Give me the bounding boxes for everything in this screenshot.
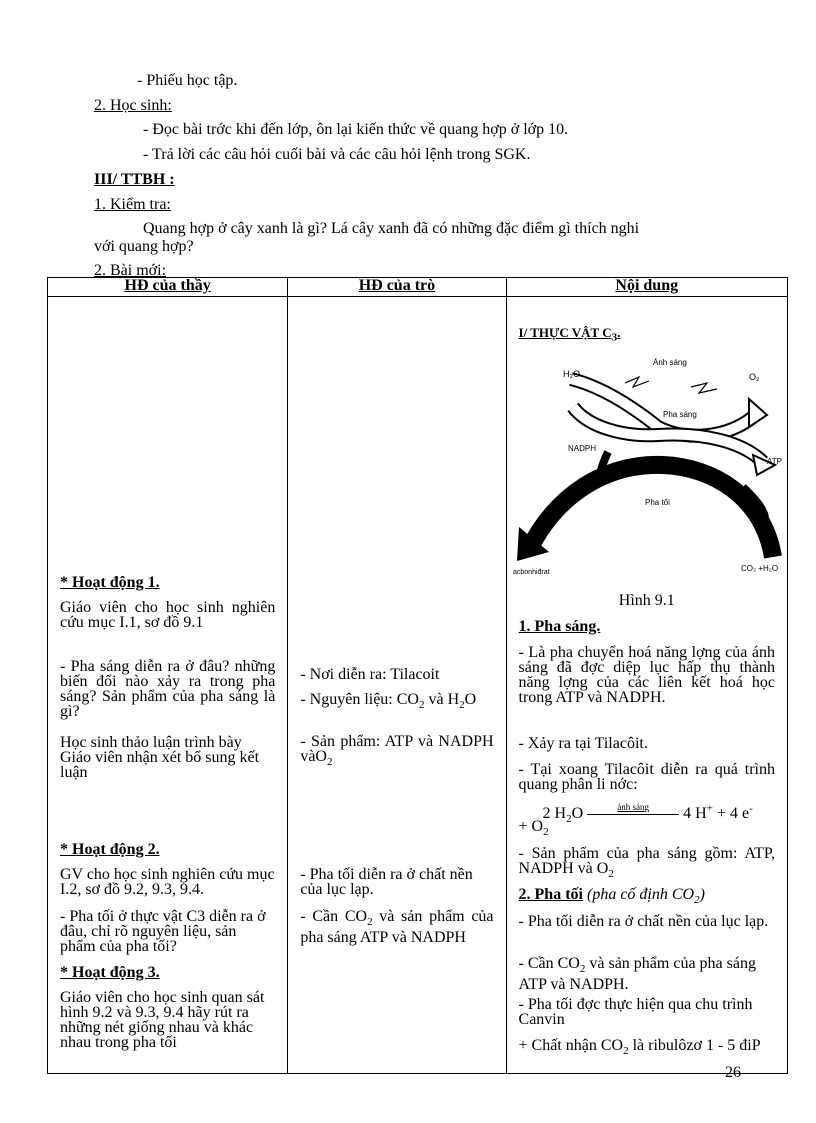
header-student: HĐ của trò — [288, 278, 506, 297]
check-question-1: Quang hợp ở cây xanh là gì? Lá cây xanh đã có những đặc điểm gì thích nghi — [143, 220, 640, 237]
activity-1-p1: Giáo viên cho học sinh nghiên cứu mục I.1, sơ đồ 9.1 — [60, 599, 276, 631]
label-light-phase: Pha sáng — [662, 410, 697, 419]
check-question-2: với quang hợp? — [94, 238, 194, 255]
preamble-student-heading: 2. Học sinh: — [94, 97, 172, 114]
table-body-row — [48, 297, 788, 1074]
activity-1-p2: - Pha sáng diễn ra ở đâu? những biến đổi nào xảy ra trong pha sáng? Sản phẩm của pha sáng là gì? — [60, 658, 276, 720]
light-phase-location: - Xảy ra tại Tilacôit. — [518, 735, 648, 752]
photosynthesis-diagram — [513, 347, 793, 575]
activity-3-title: * Hoạt động 3. — [60, 964, 160, 981]
preamble-line-3: - Đọc bài trớc khi đến lớp, ôn lại kiến thức về quang hợp ở lớp 10. — [143, 121, 569, 138]
label-o2: O₂ — [748, 372, 760, 382]
table-header-row — [48, 278, 788, 297]
section-c3-title: I/ THỰC VẬT $C_3$. — [518, 325, 621, 344]
o2-arrowhead — [749, 399, 767, 427]
activity-2-p1: GV cho học sinh nghiên cứu mục I.2, sơ đồ 9.2, 9.3, 9.4. — [60, 866, 275, 898]
photolysis-equation-o2: + $O_2$ — [518, 818, 549, 839]
label-atp: ATP — [766, 457, 782, 466]
label-carbohydrate: acbonhiđrat — [512, 569, 550, 575]
student-products: - Sản phẩm: ATP và NADPH vàO$_2$ — [300, 733, 494, 769]
label-h2o: H₂O — [562, 369, 580, 379]
dark-phase-arc — [533, 465, 773, 557]
student-materials: - Nguyên liệu: $CO_2$ và $H_2O$ — [300, 691, 477, 712]
activity-2-p2: - Pha tối ở thực vật C3 diễn ra ở đâu, chỉ rõ nguyên liệu, sản phẩm của pha tối? — [60, 908, 266, 955]
page-number: 26 — [725, 1064, 741, 1081]
label-nadph: NADPH — [567, 444, 596, 453]
content-column — [506, 297, 787, 1074]
lesson-table — [47, 277, 788, 1074]
dark-phase-acceptor: + Chất nhận $CO_2$ là ribulôzơ 1 - 5 điP — [518, 1037, 761, 1058]
dark-phase-location: - Pha tối diễn ra ở chất nền của lục lạp. — [518, 913, 769, 930]
label-co2-h2o: CO₂ +H₂O — [740, 564, 778, 573]
label-light: Ánh sáng — [652, 358, 687, 367]
section-heading-ttbh: III/ TTBH : — [94, 171, 175, 188]
new-lesson-heading: 2. Bài mới: — [94, 262, 167, 279]
header-content: Nội dung — [506, 278, 787, 297]
photolysis-equation: 2 $H_2O$ ánh sáng 4 H+ + 4 e- — [542, 802, 753, 826]
header-teacher: HĐ của thầy — [48, 278, 288, 297]
light-phase-heading: 1. Pha sáng. — [518, 618, 601, 635]
student-needs: - Cần $CO_2$ và sản phẩm của pha sáng ATP và NADPH — [300, 908, 494, 947]
student-location: - Nơi diễn ra: Tilacoit — [300, 666, 440, 683]
activity-2-title: * Hoạt động 2. — [60, 841, 160, 858]
dark-phase-heading: 2. Pha tối (pha cố định $CO_2$) — [518, 886, 705, 907]
student-dark-phase: - Pha tối diễn ra ở chất nền của lục lạp. — [300, 866, 473, 898]
light-zigzag-right — [691, 383, 717, 393]
light-phase-photolysis: - Tại xoang Tilacôit diễn ra quá trình quang phân li nớc: — [518, 761, 775, 793]
figure-caption: Hình 9.1 — [618, 592, 675, 609]
dark-phase-calvin: - Pha tối đợc thực hiện qua chu trình Canvin — [518, 996, 753, 1028]
light-phase-def: - Là pha chuyển hoá năng lợng của ánh sáng đã đợc diệp lục hấp thụ thành năng lợng của các liên kết hoá học trong ATP và NADPH. — [518, 644, 775, 706]
light-phase-products: - Sản phẩm của pha sáng gồm: ATP, NADPH và $O_2$ — [518, 845, 775, 881]
dark-phase-needs: - Cần $CO_2$ và sản phẩm của pha sáng ATP và NADPH. — [518, 955, 756, 994]
label-dark-phase: Pha tối — [644, 498, 670, 507]
teacher-column — [48, 297, 288, 1074]
light-zigzag-left — [625, 377, 649, 387]
activity-1-title: * Hoạt động 1. — [60, 574, 160, 591]
activity-1-p3: Học sinh thảo luận trình bày Giáo viên nhận xét bổ sung kết luận — [60, 734, 260, 781]
student-column — [288, 297, 506, 1074]
activity-3-p1: Giáo viên cho học sinh quan sát hình 9.2 và 9.3, 9.4 hãy rút ra những nét giống nhau và khác nhau trong pha tối — [60, 989, 265, 1051]
preamble-line-4: - Trả lời các câu hỏi cuối bài và các câu hỏi lệnh trong SGK. — [143, 146, 531, 163]
preamble-line-1: - Phiếu học tập. — [137, 72, 238, 89]
check-heading: 1. Kiểm tra: — [94, 196, 171, 213]
